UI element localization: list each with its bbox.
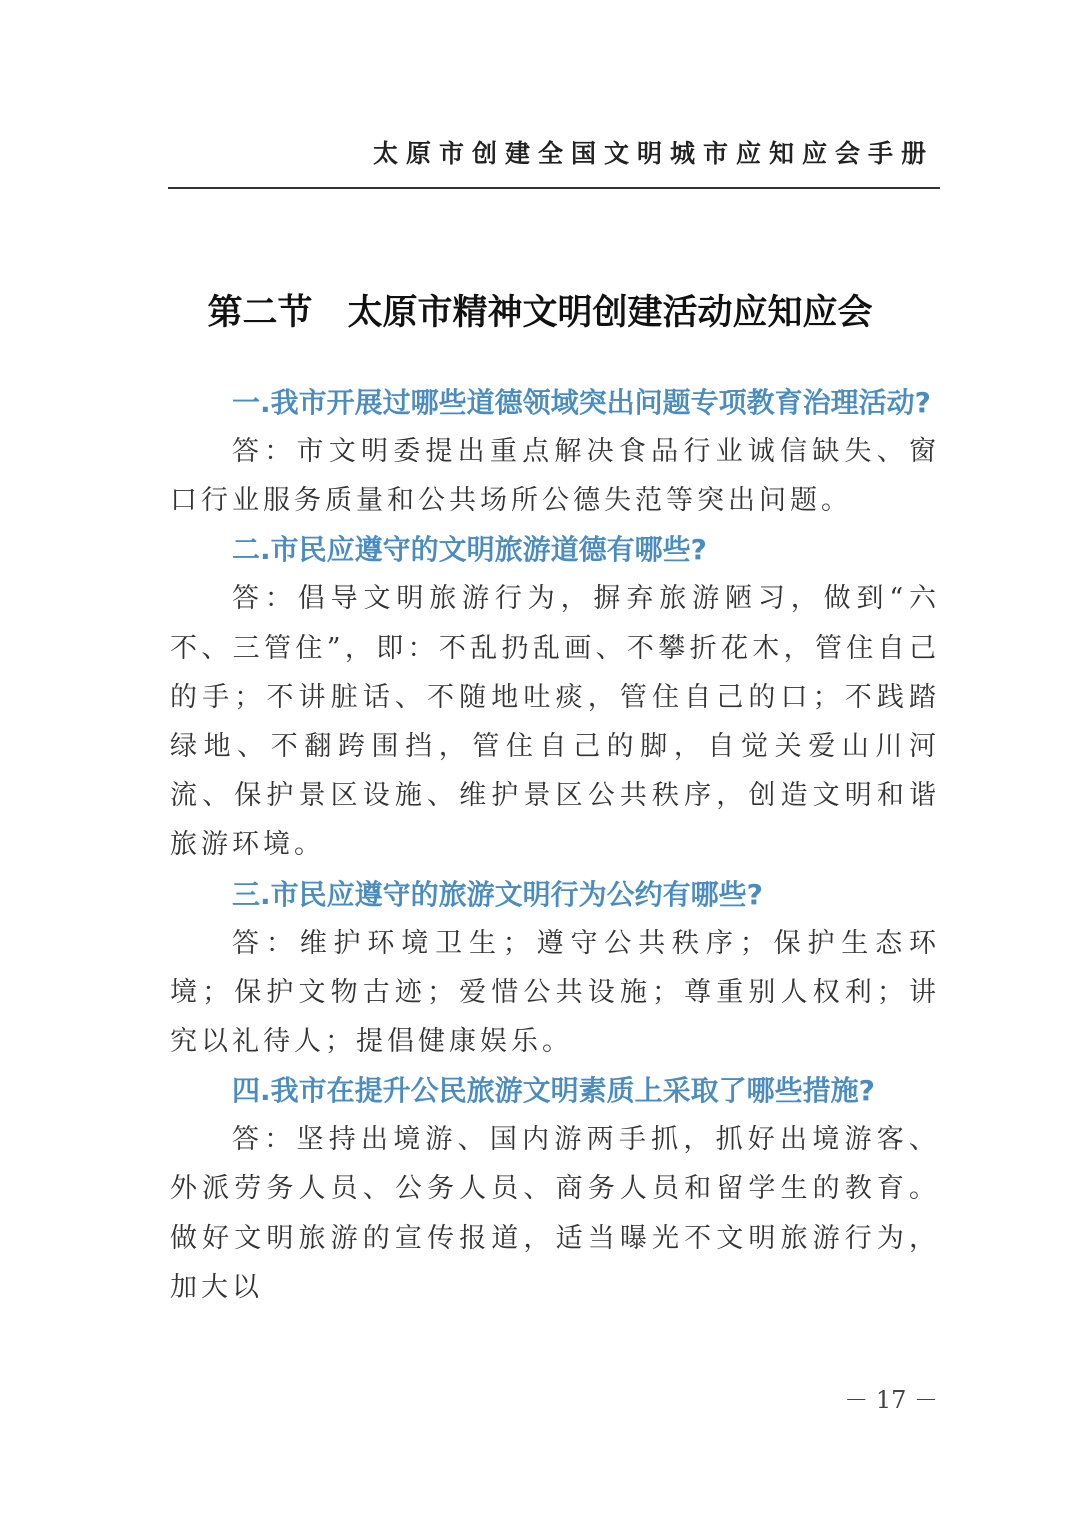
answer-paragraph: 答：倡导文明旅游行为，摒弃旅游陋习，做到“六不、三管住”，即：不乱扔乱画、不攀折花木，管住自己的手；不讲脏话、不随地吐痰，管住自己的口；不践踏绿地、不翻跨围挡，管住自己的脚，自觉关爱山川河流、保护景区设施、维护景区公共秩序，创造文明和谐旅游环境。 bbox=[170, 583, 940, 861]
question-heading: 三.市民应遵守的旅游文明行为公约有哪些? bbox=[232, 877, 763, 911]
qa-item bbox=[170, 1066, 940, 1312]
question-heading: 一.我市开展过哪些道德领域突出问题专项教育治理活动? bbox=[232, 386, 931, 419]
qa-item bbox=[170, 870, 940, 1067]
section-title: 第二节 太原市精神文明创建活动应知应会 bbox=[207, 293, 873, 334]
qa-item bbox=[170, 378, 940, 525]
answer-paragraph: 答：市文明委提出重点解决食品行业诚信缺失、窗口行业服务质量和公共场所公德失范等突出问题。 bbox=[170, 436, 940, 517]
question-heading: 二.市民应遵守的文明旅游道德有哪些? bbox=[232, 533, 707, 567]
answer-paragraph: 答：维护环境卫生；遵守公共秩序；保护生态环境；保护文物古迹；爱惜公共设施；尊重别人权利；讲究以礼待人；提倡健康娱乐。 bbox=[170, 927, 940, 1058]
answer-paragraph: 答：坚持出境游、国内游两手抓，抓好出境游客、外派劳务人员、公务人员、商务人员和留学生的教育。做好文明旅游的宣传报道，适当曝光不文明旅游行为，加大以 bbox=[170, 1124, 940, 1303]
header-divider bbox=[168, 187, 940, 189]
running-header: 太原市创建全国文明城市应知应会手册 bbox=[372, 139, 934, 168]
page-number: － 17 － bbox=[844, 1386, 938, 1414]
qa-item bbox=[170, 525, 940, 869]
question-heading: 四.我市在提升公民旅游文明素质上采取了哪些措施? bbox=[232, 1074, 875, 1108]
qa-list bbox=[170, 378, 940, 1312]
